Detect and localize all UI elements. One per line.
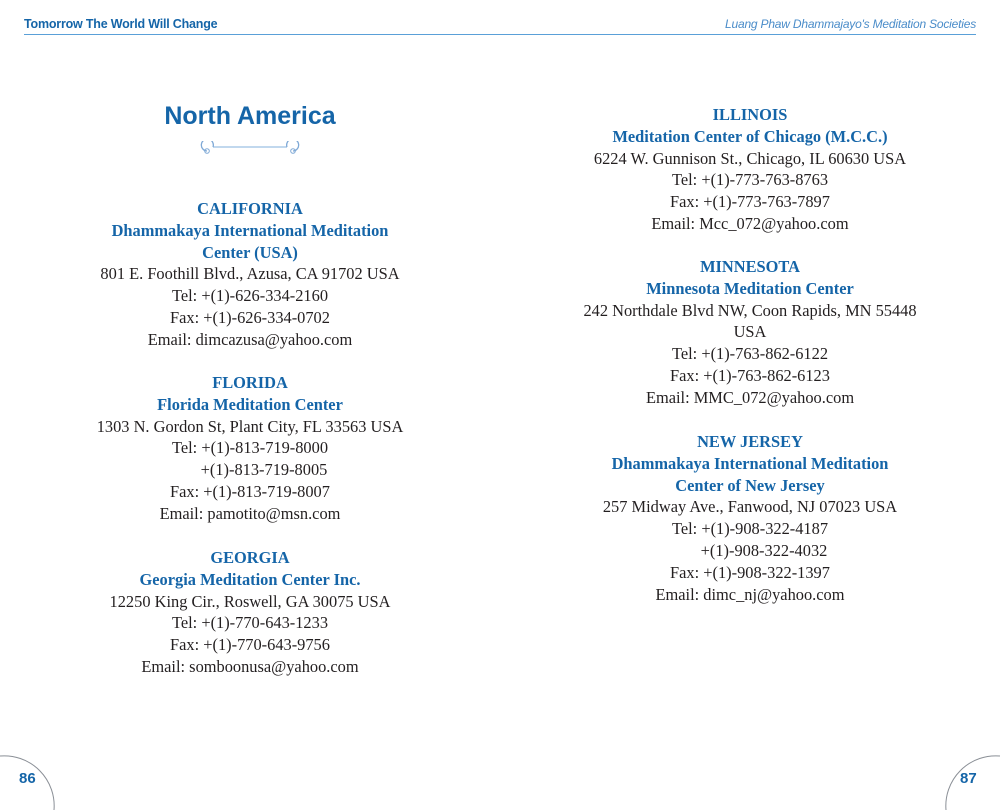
book-title: Tomorrow The World Will Change — [24, 17, 218, 31]
region-title: North America — [164, 102, 336, 130]
fax: Fax: +(1)-773-763-7897 — [670, 192, 830, 212]
address: 1303 N. Gordon St, Plant City, FL 33563 USA — [96, 416, 404, 436]
address: 6224 W. Gunnison St., Chicago, IL 60630 USA — [593, 148, 907, 168]
state-heading: NEW JERSEY — [697, 432, 803, 451]
telephone: Tel: +(1)-763-862-6122 — [671, 344, 829, 364]
email: Email: MMC_072@yahoo.com — [645, 387, 855, 407]
address: 12250 King Cir., Roswell, GA 30075 USA — [109, 591, 391, 611]
address-continued: USA — [733, 322, 767, 342]
email: Email: somboonusa@yahoo.com — [141, 656, 359, 676]
center-listing-illinois — [555, 104, 945, 235]
telephone: Tel: +(1)-813-719-8000 — [171, 438, 329, 458]
state-heading: CALIFORNIA — [197, 199, 303, 218]
state-heading: GEORGIA — [210, 548, 290, 567]
telephone: Tel: +(1)-908-322-4187 — [671, 519, 829, 539]
telephone: Tel: +(1)-773-763-8763 — [671, 170, 829, 190]
state-heading: ILLINOIS — [712, 105, 788, 124]
center-name: Dhammakaya International Meditation — [111, 220, 389, 240]
page-number-left: 86 — [19, 770, 36, 787]
center-listing-minnesota — [555, 256, 945, 409]
telephone: Tel: +(1)-770-643-1233 — [171, 613, 329, 633]
state-heading: MINNESOTA — [700, 257, 800, 276]
center-name: Georgia Meditation Center Inc. — [139, 569, 361, 589]
fax: Fax: +(1)-626-334-0702 — [170, 307, 330, 327]
state-heading: FLORIDA — [212, 373, 288, 392]
center-name: Meditation Center of Chicago (M.C.C.) — [612, 126, 888, 146]
center-listing-florida — [55, 372, 445, 525]
scroll-ornament-icon — [195, 141, 305, 161]
header-rule — [24, 34, 976, 35]
email: Email: Mcc_072@yahoo.com — [651, 213, 849, 233]
telephone: Tel: +(1)-626-334-2160 — [171, 286, 329, 306]
center-name: Minnesota Meditation Center — [646, 278, 854, 298]
center-name: Center (USA) — [202, 242, 298, 262]
email: Email: dimcazusa@yahoo.com — [147, 329, 353, 349]
address: 257 Midway Ave., Fanwood, NJ 07023 USA — [602, 497, 898, 517]
page-header — [0, 0, 1000, 36]
center-name: Center of New Jersey — [675, 475, 825, 495]
page-number-right: 87 — [960, 770, 977, 787]
address: 242 Northdale Blvd NW, Coon Rapids, MN 55448 — [583, 300, 917, 320]
fax: Fax: +(1)-908-322-1397 — [670, 562, 830, 582]
fax: Fax: +(1)-813-719-8007 — [170, 481, 330, 501]
book-subtitle: Luang Phaw Dhammajayo's Meditation Societies — [725, 17, 976, 31]
email: Email: dimc_nj@yahoo.com — [655, 584, 845, 604]
telephone-secondary: +(1)-813-719-8005 — [200, 460, 328, 480]
center-name: Florida Meditation Center — [157, 394, 343, 414]
center-listing-georgia — [55, 547, 445, 678]
center-name: Dhammakaya International Meditation — [611, 453, 889, 473]
center-listing-new-jersey — [555, 431, 945, 605]
address: 801 E. Foothill Blvd., Azusa, CA 91702 USA — [100, 264, 400, 284]
email: Email: pamotito@msn.com — [159, 503, 341, 523]
telephone-secondary: +(1)-908-322-4032 — [700, 540, 828, 560]
fax: Fax: +(1)-763-862-6123 — [670, 365, 830, 385]
fax: Fax: +(1)-770-643-9756 — [170, 635, 330, 655]
center-listing-california — [55, 198, 445, 351]
